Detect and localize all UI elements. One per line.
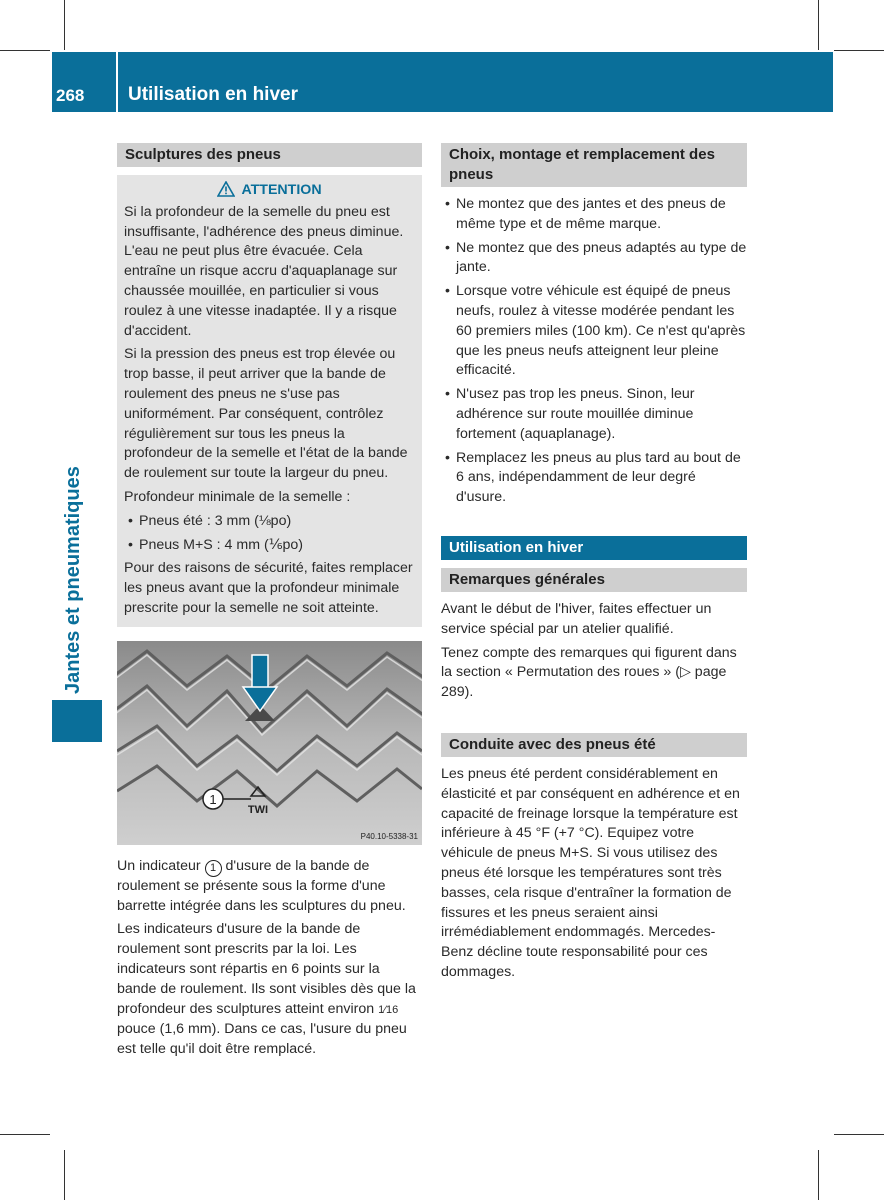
header-separator [116,52,118,112]
crop-mark [834,50,884,51]
list-item: • Ne montez que des jantes et des pneus de même type et de même marque. [441,195,747,235]
tire-rules-list [441,195,747,508]
section-heading-winter: Utilisation en hiver [441,536,747,560]
body-paragraph: Les pneus été perdent considérablement en élasticité et par conséquent en adhérence et en capacité de freinage lorsque la température est inférieure à 45 °F (+7 °C). Equipez votre véhicule de pneus M+S. Si vous utilisez des pneus été lorsque les températures sont très basses, cela risque d'entraîner la formation de fissures et les pneus seraient ainsi irrémédiablement endommagés. Mercedes-Benz décline toute responsabilité pour ces dommages. [441,765,740,980]
body-paragraph [117,920,422,1060]
warning-paragraph: Si la profondeur de la semelle du pneu est insuffisante, l'adhérence des pneus diminue. L'eau ne peut plus être évacuée. Cela entraîne un risque accru d'aquaplanage sur chaussée mouillée, en particulier si vous roulez à une vitesse inadaptée. Il y a risque d'accident. [124,203,404,339]
warning-box [117,175,422,627]
tread-depth-list [124,512,415,556]
body-paragraph: Tenez compte des remarques qui figurent dans la section « Permutation des roues » (▷ page 289). [441,644,737,701]
side-tab-marker [52,700,102,742]
callout-number-inline: 1 [205,860,222,877]
text-run: Les indicateurs d'usure de la bande de roulement sont prescrits par la loi. Les indicateurs sont répartis en 6 points sur la bande de roulement. Ils sont visibles dès que la profondeur des sculptures atteint environ [117,921,416,1017]
warning-paragraph: Pour des raisons de sécurité, faites remplacer les pneus avant que la profondeur minimale prescrite pour la semelle ne soit atteinte. [124,560,413,616]
warning-title [124,181,415,201]
body-paragraph: Avant le début de l'hiver, faites effectuer un service spécial par un atelier qualifié. [441,600,712,637]
crop-mark [818,0,819,50]
text-run: d'usure de la bande de roulement se présente sous la forme d'une barrette intégrée dans les sculptures du pneu. [117,857,406,914]
warning-triangle-icon [217,181,235,197]
section-heading-tread: Sculptures des pneus [117,143,422,167]
crop-mark [0,50,50,51]
tire-tread-image [117,641,422,845]
list-item: • Pneus M+S : 4 mm (⅙po) [124,536,415,556]
left-column [117,143,422,1064]
body-paragraph [117,857,422,917]
list-item: • N'usez pas trop les pneus. Sinon, leur adhérence sur route mouillée diminue fortement (aquaplanage). [441,385,747,444]
warning-paragraph: Profondeur minimale de la semelle : [124,488,351,505]
crop-mark [64,1150,65,1200]
crop-mark [64,0,65,50]
list-item: • Pneus été : 3 mm (⅛po) [124,512,415,532]
list-item: • Ne montez que des pneus adaptés au type de jante. [441,239,747,279]
list-item: • Lorsque votre véhicule est équipé de pneus neufs, roulez à vitesse modérée pendant les 60 premiers miles (100 km). Ce n'est qu'après que les pneus neufs atteignent leur pleine efficacité. [441,282,747,381]
subsection-heading-summer-tires: Conduite avec des pneus été [441,733,747,757]
subsection-heading-general: Remarques générales [441,568,747,592]
image-callout-number: 1 [209,791,217,807]
crop-mark [0,1134,50,1135]
warning-title-text: ATTENTION [241,182,322,198]
warning-paragraph: Si la pression des pneus est trop élevée ou trop basse, il peut arriver que la bande de roulement des pneus ne s'use pas uniformément. Par conséquent, contrôlez régulièrement sur tous les pneus la profondeur de la semelle et l'état de la bande de roulement sur toute la largeur du pneu. [124,346,408,482]
crop-mark [834,1134,884,1135]
fraction: 1⁄16 [378,1003,399,1016]
list-item: • Remplacez les pneus au plus tard au bout de 6 ans, indépendamment de leur degré d'usure. [441,449,747,508]
crop-mark [818,1150,819,1200]
chapter-side-label: Jantes et pneumatiques [62,466,84,694]
text-run: Un indicateur [117,857,205,874]
image-code: P40.10-5338-31 [360,831,418,841]
text-run: pouce (1,6 mm). Dans ce cas, l'usure du pneu est telle qu'il doit être remplacé. [117,1021,407,1058]
twi-label: TWI [247,803,269,816]
page-number: 268 [56,86,85,105]
page-title: Utilisation en hiver [128,84,298,105]
section-heading-selection: Choix, montage et remplacement des pneus [441,143,747,187]
right-column [441,143,747,987]
